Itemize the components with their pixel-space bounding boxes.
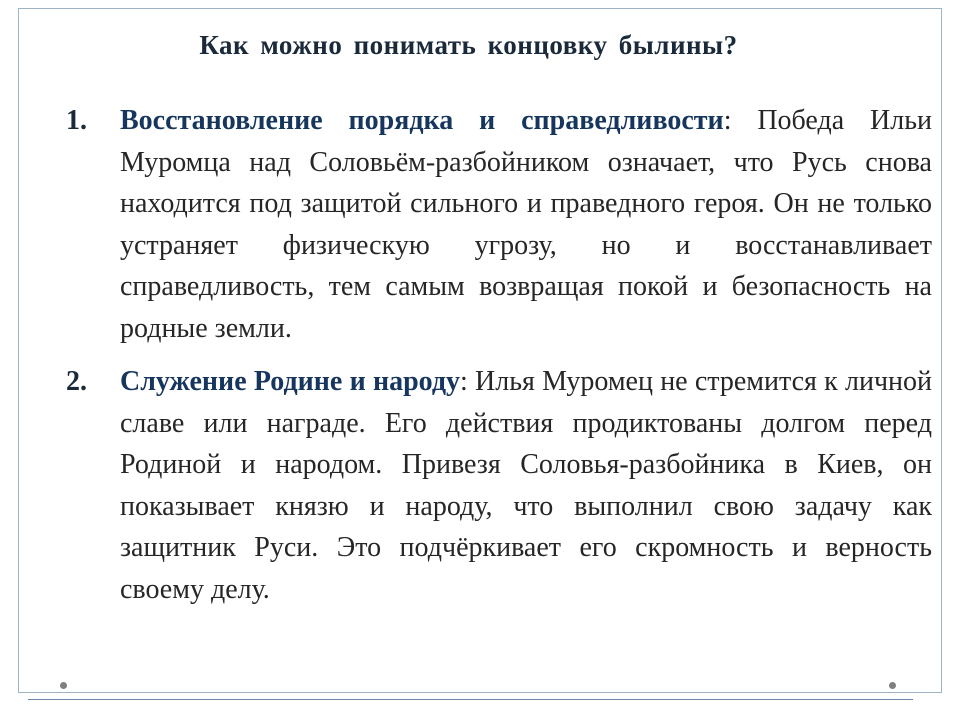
list-item-restoration [66,100,932,349]
item-text: : Илья Муромец не стремится к личной славе или награде. Его действия продиктованы долгом перед Родиной и народом. Привезя Соловья-разбойника в Киев, он показывает князю и народу, что выполнил свою задачу как защитник Руси. Это подчёркивает его скромность и верность своему делу. [120,366,932,605]
item-number: 1. [66,105,87,136]
list-item-service [66,361,932,610]
decorative-dot-right [889,682,896,689]
slide-title: Как можно понимать концовку былины? [199,30,738,60]
bottom-divider [28,699,913,700]
item-text: : Победа Ильи Муромца над Соловьём-разбойником означает, что Русь снова находится под защитой сильного и праведного героя. Он не только устраняет физическую угрозу, но и восстанавливает справедливость, тем самым возвращая покой и безопасность на родные земли. [120,105,932,344]
item-heading: Служение Родине и народу [120,366,461,397]
item-heading: Восстановление порядка и справедливости [120,105,724,136]
item-number: 2. [66,366,87,397]
answer-list [66,100,932,610]
decorative-dot-left [60,682,67,689]
